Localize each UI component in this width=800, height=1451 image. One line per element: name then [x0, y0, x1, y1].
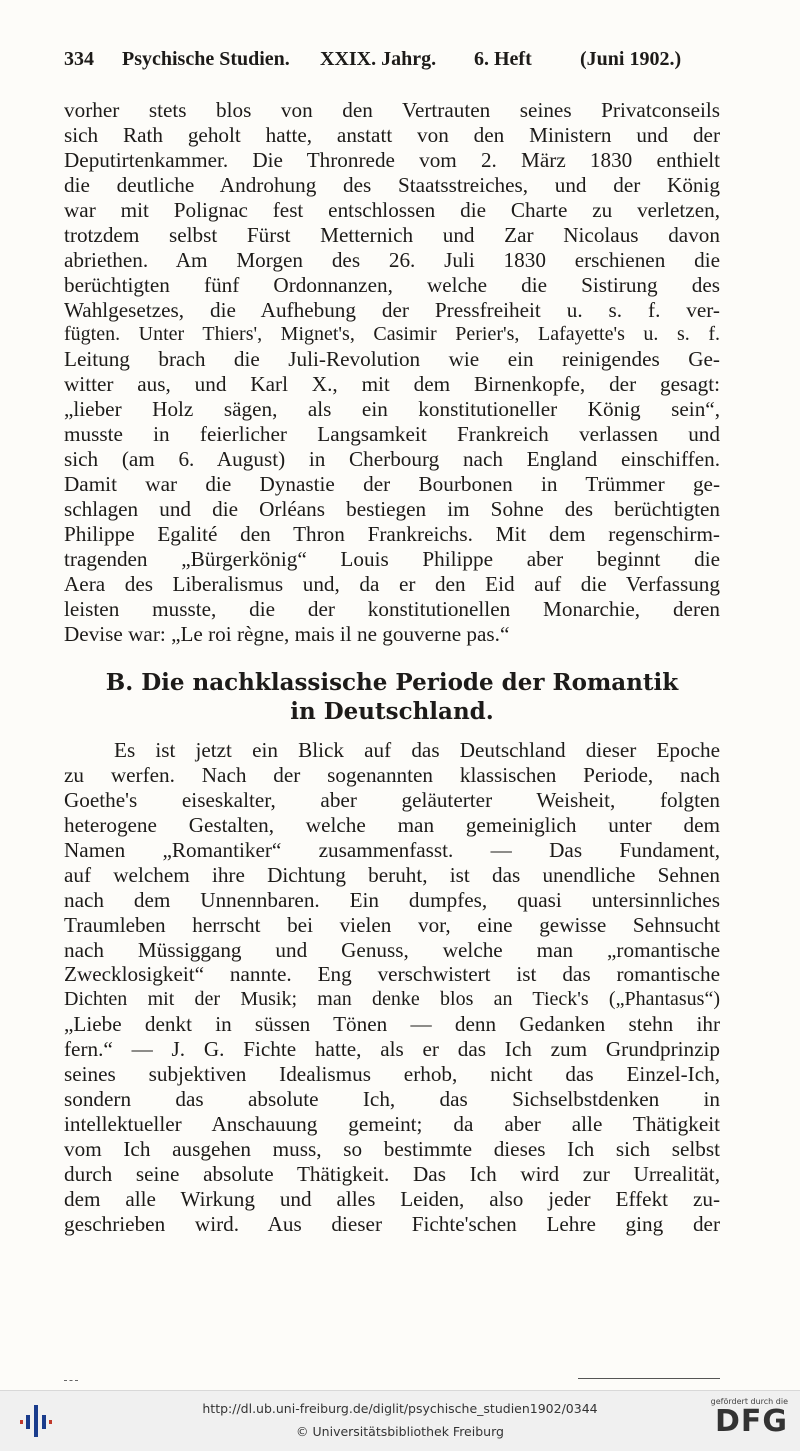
- text-line: musste in feierlicher Langsamkeit Frankreich verlassen und: [64, 422, 720, 447]
- text-line: vorher stets blos von den Vertrauten seines Privatconseils: [64, 98, 720, 122]
- text-line: Goethe's eiseskalter, aber geläuterter Weisheit, folgten: [64, 787, 720, 812]
- margin-mark: [64, 1380, 78, 1382]
- text-line: abriethen. Am Morgen des 26. Juli 1830 erschienen die: [64, 247, 720, 272]
- text-line: Traumleben herrscht bei vielen vor, eine gewisse Sehnsucht: [64, 912, 720, 937]
- heading-line-2: in Deutschland.: [290, 698, 494, 725]
- text-line: nach Müssiggang und Genuss, welche man „romantische: [64, 937, 720, 962]
- heading-line-1: B. Die nachklassische Periode der Romantik: [105, 669, 679, 696]
- text-line: Namen „Romantiker“ zusammenfasst. — Das Fundament,: [64, 837, 720, 862]
- text-line: intellektueller Anschauung gemeint; da aber alle Thätigkeit: [64, 1112, 720, 1137]
- dfg-wordmark: DFG: [714, 1404, 788, 1439]
- text-line: „Liebe denkt in süssen Tönen — denn Gedanken stehn ihr: [64, 1012, 720, 1037]
- text-line: trotzdem selbst Fürst Metternich und Zar Nicolaus davon: [64, 222, 720, 247]
- running-header: [64, 48, 724, 78]
- section-heading: [64, 668, 720, 726]
- text-line: dem alle Wirkung und alles Leiden, also jeder Effekt zu-: [64, 1186, 720, 1211]
- viewer-footer: [0, 1390, 800, 1451]
- text-line: vom Ich ausgehen muss, so bestimmte dieses Ich sich selbst: [64, 1137, 720, 1161]
- paragraph-section-a: [64, 98, 720, 647]
- page-number: 334: [64, 48, 94, 70]
- text-line: Devise war: „Le roi règne, mais il ne gouverne pas.“: [64, 621, 510, 646]
- text-line: witter aus, und Karl X., mit dem Birnenkopfe, der gesagt:: [64, 372, 720, 397]
- issue-date: (Juni 1902.): [580, 48, 682, 70]
- text-line: schlagen und die Orléans bestiegen im Sohne des berüchtigten: [64, 497, 720, 521]
- funding-note: gefördert durch die: [710, 1397, 788, 1406]
- volume-label: XXIX. Jahrg.: [320, 48, 437, 70]
- footnote-rule: [578, 1378, 720, 1379]
- text-line: fügten. Unter Thiers', Mignet's, Casimir Perier's, Lafayette's u. s. f.: [64, 323, 720, 346]
- text-line: durch seine absolute Thätigkeit. Das Ich wird zur Urrealität,: [64, 1161, 720, 1186]
- text-line: zu werfen. Nach der sogenannten klassischen Periode, nach: [64, 762, 720, 787]
- text-line: die deutliche Androhung des Staatsstreiches, und der König: [64, 172, 720, 197]
- text-line: Dichten mit der Musik; man denke blos an Tieck's („Phantasus“): [64, 988, 720, 1011]
- text-line: berüchtigten fünf Ordonnanzen, welche die Sistirung des: [64, 272, 720, 297]
- text-line: seines subjektiven Idealismus erhob, nicht das Einzel-Ich,: [64, 1062, 720, 1087]
- text-line: Zwecklosigkeit“ nannte. Eng verschwistert ist das romantische: [64, 962, 720, 987]
- text-line: tragenden „Bürgerkönig“ Louis Philippe aber beginnt die: [64, 546, 720, 571]
- text-line: war mit Polignac fest entschlossen die Charte zu verletzen,: [64, 197, 720, 222]
- copyright-text: © Universitätsbibliothek Freiburg: [296, 1424, 504, 1439]
- text-line: Damit war die Dynastie der Bourbonen in Trümmer ge-: [64, 472, 720, 497]
- text-line: Philippe Egalité den Thron Frankreichs. Mit dem regenschirm-: [64, 521, 720, 546]
- text-line: leisten musste, die der konstitutionellen Monarchie, deren: [64, 596, 720, 621]
- text-line: heterogene Gestalten, welche man gemeiniglich unter dem: [64, 812, 720, 837]
- issue-label: 6. Heft: [474, 48, 532, 70]
- dfg-logo: [698, 1397, 788, 1447]
- source-url-link[interactable]: http://dl.ub.uni-freiburg.de/diglit/psychische_studien1902/0344: [202, 1401, 598, 1416]
- text-line: „lieber Holz sägen, als ein konstitutioneller König sein“,: [64, 397, 720, 422]
- text-line: sich Rath geholt hatte, anstatt von den Ministern und der: [64, 122, 720, 147]
- text-line: sondern das absolute Ich, das Sichselbstdenken in: [64, 1087, 720, 1112]
- text-line: auf welchem ihre Dichtung beruht, ist das unendliche Sehnen: [64, 862, 720, 887]
- paragraph-section-b: [64, 738, 720, 1237]
- text-line: sich (am 6. August) in Cherbourg nach England einschiffen.: [64, 447, 720, 472]
- text-line: fern.“ — J. G. Fichte hatte, als er das Ich zum Grundprinzip: [64, 1037, 720, 1062]
- text-line: Aera des Liberalismus und, da er den Eid auf die Verfassung: [64, 571, 720, 596]
- text-line: Wahlgesetzes, die Aufhebung der Pressfreiheit u. s. f. ver-: [64, 297, 720, 322]
- text-line: geschrieben wird. Aus dieser Fichte'schen Lehre ging der: [64, 1211, 720, 1236]
- text-line: nach dem Unnennbaren. Ein dumpfes, quasi untersinnliches: [64, 887, 720, 912]
- journal-title: Psychische Studien.: [122, 48, 290, 70]
- text-line: Leitung brach die Juli-Revolution wie ein reinigendes Ge-: [64, 347, 720, 372]
- text-line: Deputirtenkammer. Die Thronrede vom 2. März 1830 enthielt: [64, 147, 720, 172]
- text-line: Es ist jetzt ein Blick auf das Deutschland dieser Epoche: [114, 738, 720, 762]
